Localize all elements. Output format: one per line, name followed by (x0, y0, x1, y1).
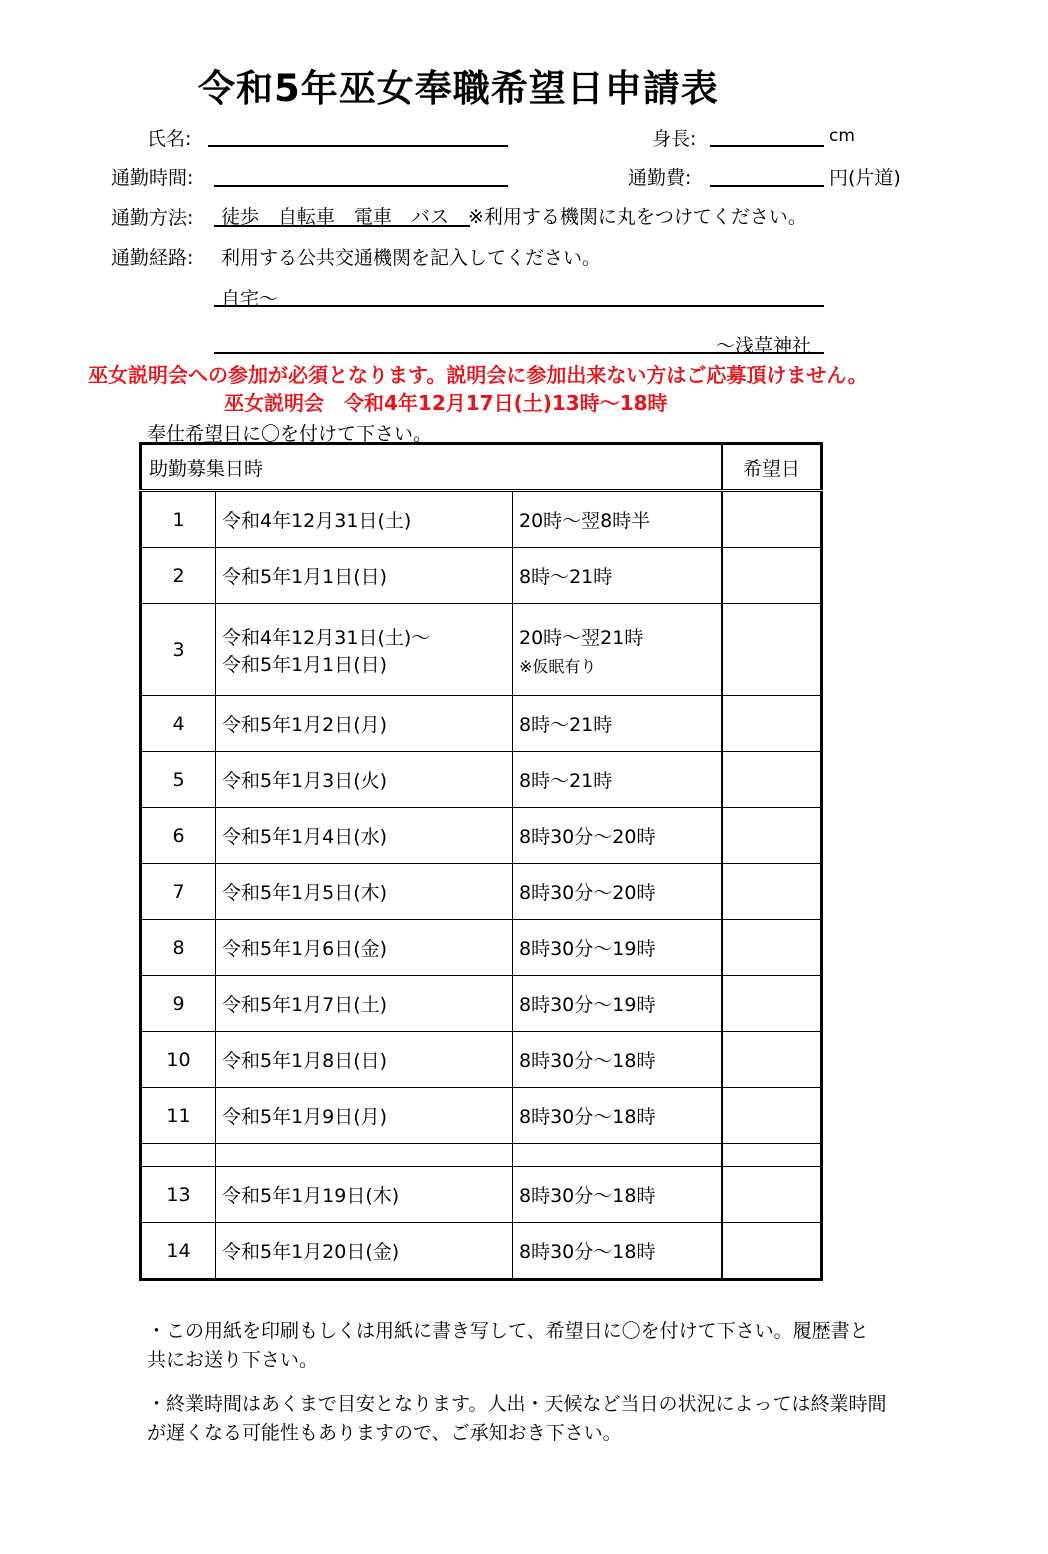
row-time: 8時〜21時 (513, 548, 723, 604)
row-time: 8時30分〜18時 (513, 1167, 723, 1223)
table-row (141, 920, 822, 976)
height-unit: cm (829, 126, 855, 146)
table-row (141, 1167, 822, 1223)
route-line-1[interactable] (214, 305, 824, 307)
want-cell[interactable] (722, 920, 822, 976)
row-date: 令和5年1月6日(金) (216, 920, 513, 976)
row-date: 令和4年12月31日(土) (216, 491, 513, 548)
row-number: 8 (141, 920, 216, 976)
session-notice: 巫女説明会 令和4年12月17日(土)13時〜18時 (224, 391, 668, 415)
row-number: 10 (141, 1032, 216, 1088)
table-row (141, 604, 822, 696)
table-row (141, 696, 822, 752)
table-row (141, 1088, 822, 1144)
want-cell[interactable] (722, 1088, 822, 1144)
row-date-start: 令和4年12月31日(土)〜 (222, 626, 431, 649)
row-time-text: 20時〜翌21時 (519, 626, 644, 649)
table-row (141, 548, 822, 604)
route-end-label: 〜浅草神社 (716, 335, 812, 357)
row-time: 8時〜21時 (513, 696, 723, 752)
row-time-note: ※仮眠有り (519, 656, 597, 676)
want-cell[interactable] (722, 491, 822, 548)
table-row (141, 491, 822, 548)
commute-method-options[interactable]: 徒歩 自転車 電車 バス ※利用する機関に丸をつけてください。 (221, 206, 807, 228)
table-row (141, 1223, 822, 1280)
header-want: 希望日 (722, 444, 822, 491)
blank-cell (141, 1144, 216, 1167)
row-time: 8時30分〜19時 (513, 976, 723, 1032)
commute-method-underline (214, 225, 470, 227)
row-number: 6 (141, 808, 216, 864)
table-row (141, 976, 822, 1032)
table-row (141, 1032, 822, 1088)
required-notice: 巫女説明会への参加が必須となります。説明会に参加出来ない方はご応募頂けません。 (88, 363, 868, 387)
row-number: 7 (141, 864, 216, 920)
route-start-label: 自宅〜 (221, 288, 279, 310)
want-cell[interactable] (722, 548, 822, 604)
row-date-end: 令和5年1月1日(日) (222, 653, 388, 676)
row-number: 4 (141, 696, 216, 752)
row-time: 8時30分〜18時 (513, 1032, 723, 1088)
want-cell[interactable] (722, 976, 822, 1032)
commute-time-label: 通勤時間: (111, 167, 194, 189)
table-row (141, 808, 822, 864)
want-cell[interactable] (722, 604, 822, 696)
want-cell[interactable] (722, 1223, 822, 1280)
want-cell[interactable] (722, 1032, 822, 1088)
note-print: ・この用紙を印刷もしくは用紙に書き写して、希望日に〇を付けて下さい。履歴書と共にお送り下さい。 (147, 1320, 869, 1371)
row-number: 1 (141, 491, 216, 548)
schedule-table (139, 442, 823, 1281)
row-number: 3 (141, 604, 216, 696)
table-row (141, 864, 822, 920)
row-date: 令和5年1月4日(水) (216, 808, 513, 864)
blank-cell (216, 1144, 513, 1167)
row-date-range (216, 604, 513, 696)
commute-cost-unit: 円(片道) (829, 167, 901, 189)
table-row (141, 752, 822, 808)
row-date: 令和5年1月2日(月) (216, 696, 513, 752)
row-number: 11 (141, 1088, 216, 1144)
commute-cost-field[interactable] (710, 185, 824, 187)
want-cell[interactable] (722, 1167, 822, 1223)
want-cell[interactable] (722, 752, 822, 808)
header-label: 助勤募集日時 (141, 444, 723, 491)
row-date: 令和5年1月7日(土) (216, 976, 513, 1032)
commute-time-field[interactable] (214, 185, 508, 187)
name-field[interactable] (208, 145, 508, 147)
row-date: 令和5年1月1日(日) (216, 548, 513, 604)
row-time: 8時30分〜18時 (513, 1088, 723, 1144)
route-line-2[interactable] (214, 352, 824, 354)
row-date: 令和5年1月19日(木) (216, 1167, 513, 1223)
row-time: 20時〜翌8時半 (513, 491, 723, 548)
row-number: 5 (141, 752, 216, 808)
row-date: 令和5年1月3日(火) (216, 752, 513, 808)
row-number: 9 (141, 976, 216, 1032)
instruction-text: 奉仕希望日に〇を付けて下さい。 (147, 423, 433, 445)
height-field[interactable] (710, 145, 824, 147)
row-time: 8時〜21時 (513, 752, 723, 808)
row-time: 8時30分〜20時 (513, 808, 723, 864)
row-date: 令和5年1月20日(金) (216, 1223, 513, 1280)
page-title: 令和5年巫女奉職希望日申請表 (198, 67, 719, 110)
want-cell[interactable] (722, 696, 822, 752)
row-number: 14 (141, 1223, 216, 1280)
want-cell[interactable] (722, 864, 822, 920)
row-date: 令和5年1月8日(日) (216, 1032, 513, 1088)
note-end-time: ・終業時間はあくまで目安となります。人出・天候など当日の状況によっては終業時間が遅くなる可能性もありますので、ご承知おき下さい。 (147, 1393, 887, 1444)
row-number: 2 (141, 548, 216, 604)
commute-route-label: 通勤経路: (111, 247, 194, 269)
want-cell[interactable] (722, 808, 822, 864)
blank-cell (513, 1144, 723, 1167)
row-number: 13 (141, 1167, 216, 1223)
table-row-blank (141, 1144, 822, 1167)
commute-method-label: 通勤方法: (111, 207, 194, 229)
row-time: 8時30分〜20時 (513, 864, 723, 920)
row-time (513, 604, 723, 696)
row-time: 8時30分〜19時 (513, 920, 723, 976)
table-header-row (141, 444, 822, 491)
row-date: 令和5年1月9日(月) (216, 1088, 513, 1144)
blank-cell (722, 1144, 822, 1167)
height-label: 身長: (652, 128, 697, 150)
commute-cost-label: 通勤費: (628, 167, 692, 189)
commute-route-hint: 利用する公共交通機関を記入してください。 (221, 247, 602, 269)
row-date: 令和5年1月5日(木) (216, 864, 513, 920)
row-time: 8時30分〜18時 (513, 1223, 723, 1280)
name-label: 氏名: (147, 128, 192, 150)
